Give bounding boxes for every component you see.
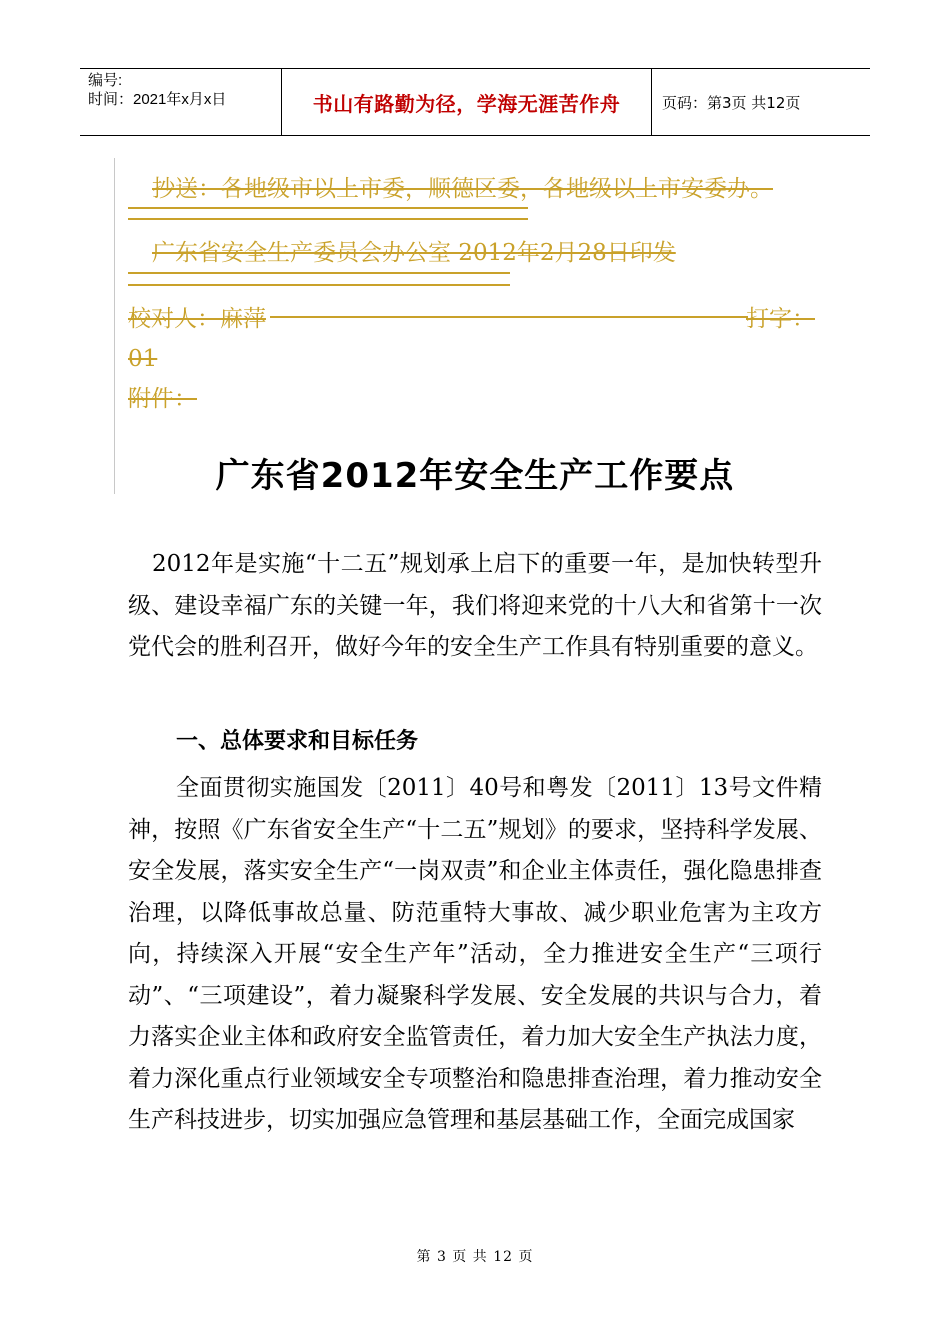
header-meta <box>80 69 282 135</box>
page-header <box>80 68 870 136</box>
deleted-rule-1 <box>128 207 528 209</box>
number-label: 编号: <box>88 72 123 89</box>
deleted-rule-3 <box>128 272 510 274</box>
deleted-typist-value: 01 <box>128 346 158 372</box>
deleted-proofreader-strike <box>270 316 748 318</box>
header-motto: 书山有路勤为径，学海无涯苦作舟 <box>282 69 652 135</box>
deleted-rule-4 <box>128 284 510 286</box>
date-label: 时间：2021年x月x日 <box>88 91 227 108</box>
deleted-issuer-line: 广东省安全生产委员会办公室 2012年2月28日印发 <box>152 240 676 266</box>
deleted-typist-label: 打字： <box>746 306 815 332</box>
section-heading-1: 一、总体要求和目标任务 <box>176 729 419 754</box>
deleted-rule-2 <box>128 218 528 220</box>
deleted-cc-line: 抄送：各地级市以上市委，顺德区委，各地级以上市安委办。 <box>152 176 773 202</box>
paragraph-section-1: 全面贯彻实施国发〔2011〕40号和粤发〔2011〕13号文件精神，按照《广东省安全生产“十二五”规划》的要求，坚持科学发展、安全发展，落实安全生产“一岗双责”和企业主体责任，强化隐患排查治理，以降低事故总量、防范重特大事故、减少职业危害为主攻方向，持续深入开展“安全生产年”活动，全力推进安全生产“三项行动”、“三项建设”，着力凝聚科学发展、安全发展的共识与合力，着力落实企业主体和政府安全监管责任，着力加大安全生产执法力度，着力深化重点行业领域安全专项整治和隐患排查治理，着力推动安全生产科技进步，切实加强应急管理和基层基础工作，全面完成国家 <box>128 775 822 1133</box>
header-page-info: 页码：第3页 共12页 <box>662 93 801 112</box>
deleted-attachment: 附件： <box>128 386 197 412</box>
paragraph-intro: 2012年是实施“十二五”规划承上启下的重要一年，是加快转型升级、建设幸福广东的关键一年，我们将迎来党的十八大和省第十一次党代会的胜利召开，做好今年的安全生产工作具有特别重要的意义。 <box>128 551 822 660</box>
page-footer: 第 3 页 共 12 页 <box>416 1249 534 1265</box>
revision-margin-bar <box>114 158 115 494</box>
document-title: 广东省2012年安全生产工作要点 <box>215 456 735 496</box>
deleted-proofreader: 校对人：麻萍 <box>128 306 266 332</box>
